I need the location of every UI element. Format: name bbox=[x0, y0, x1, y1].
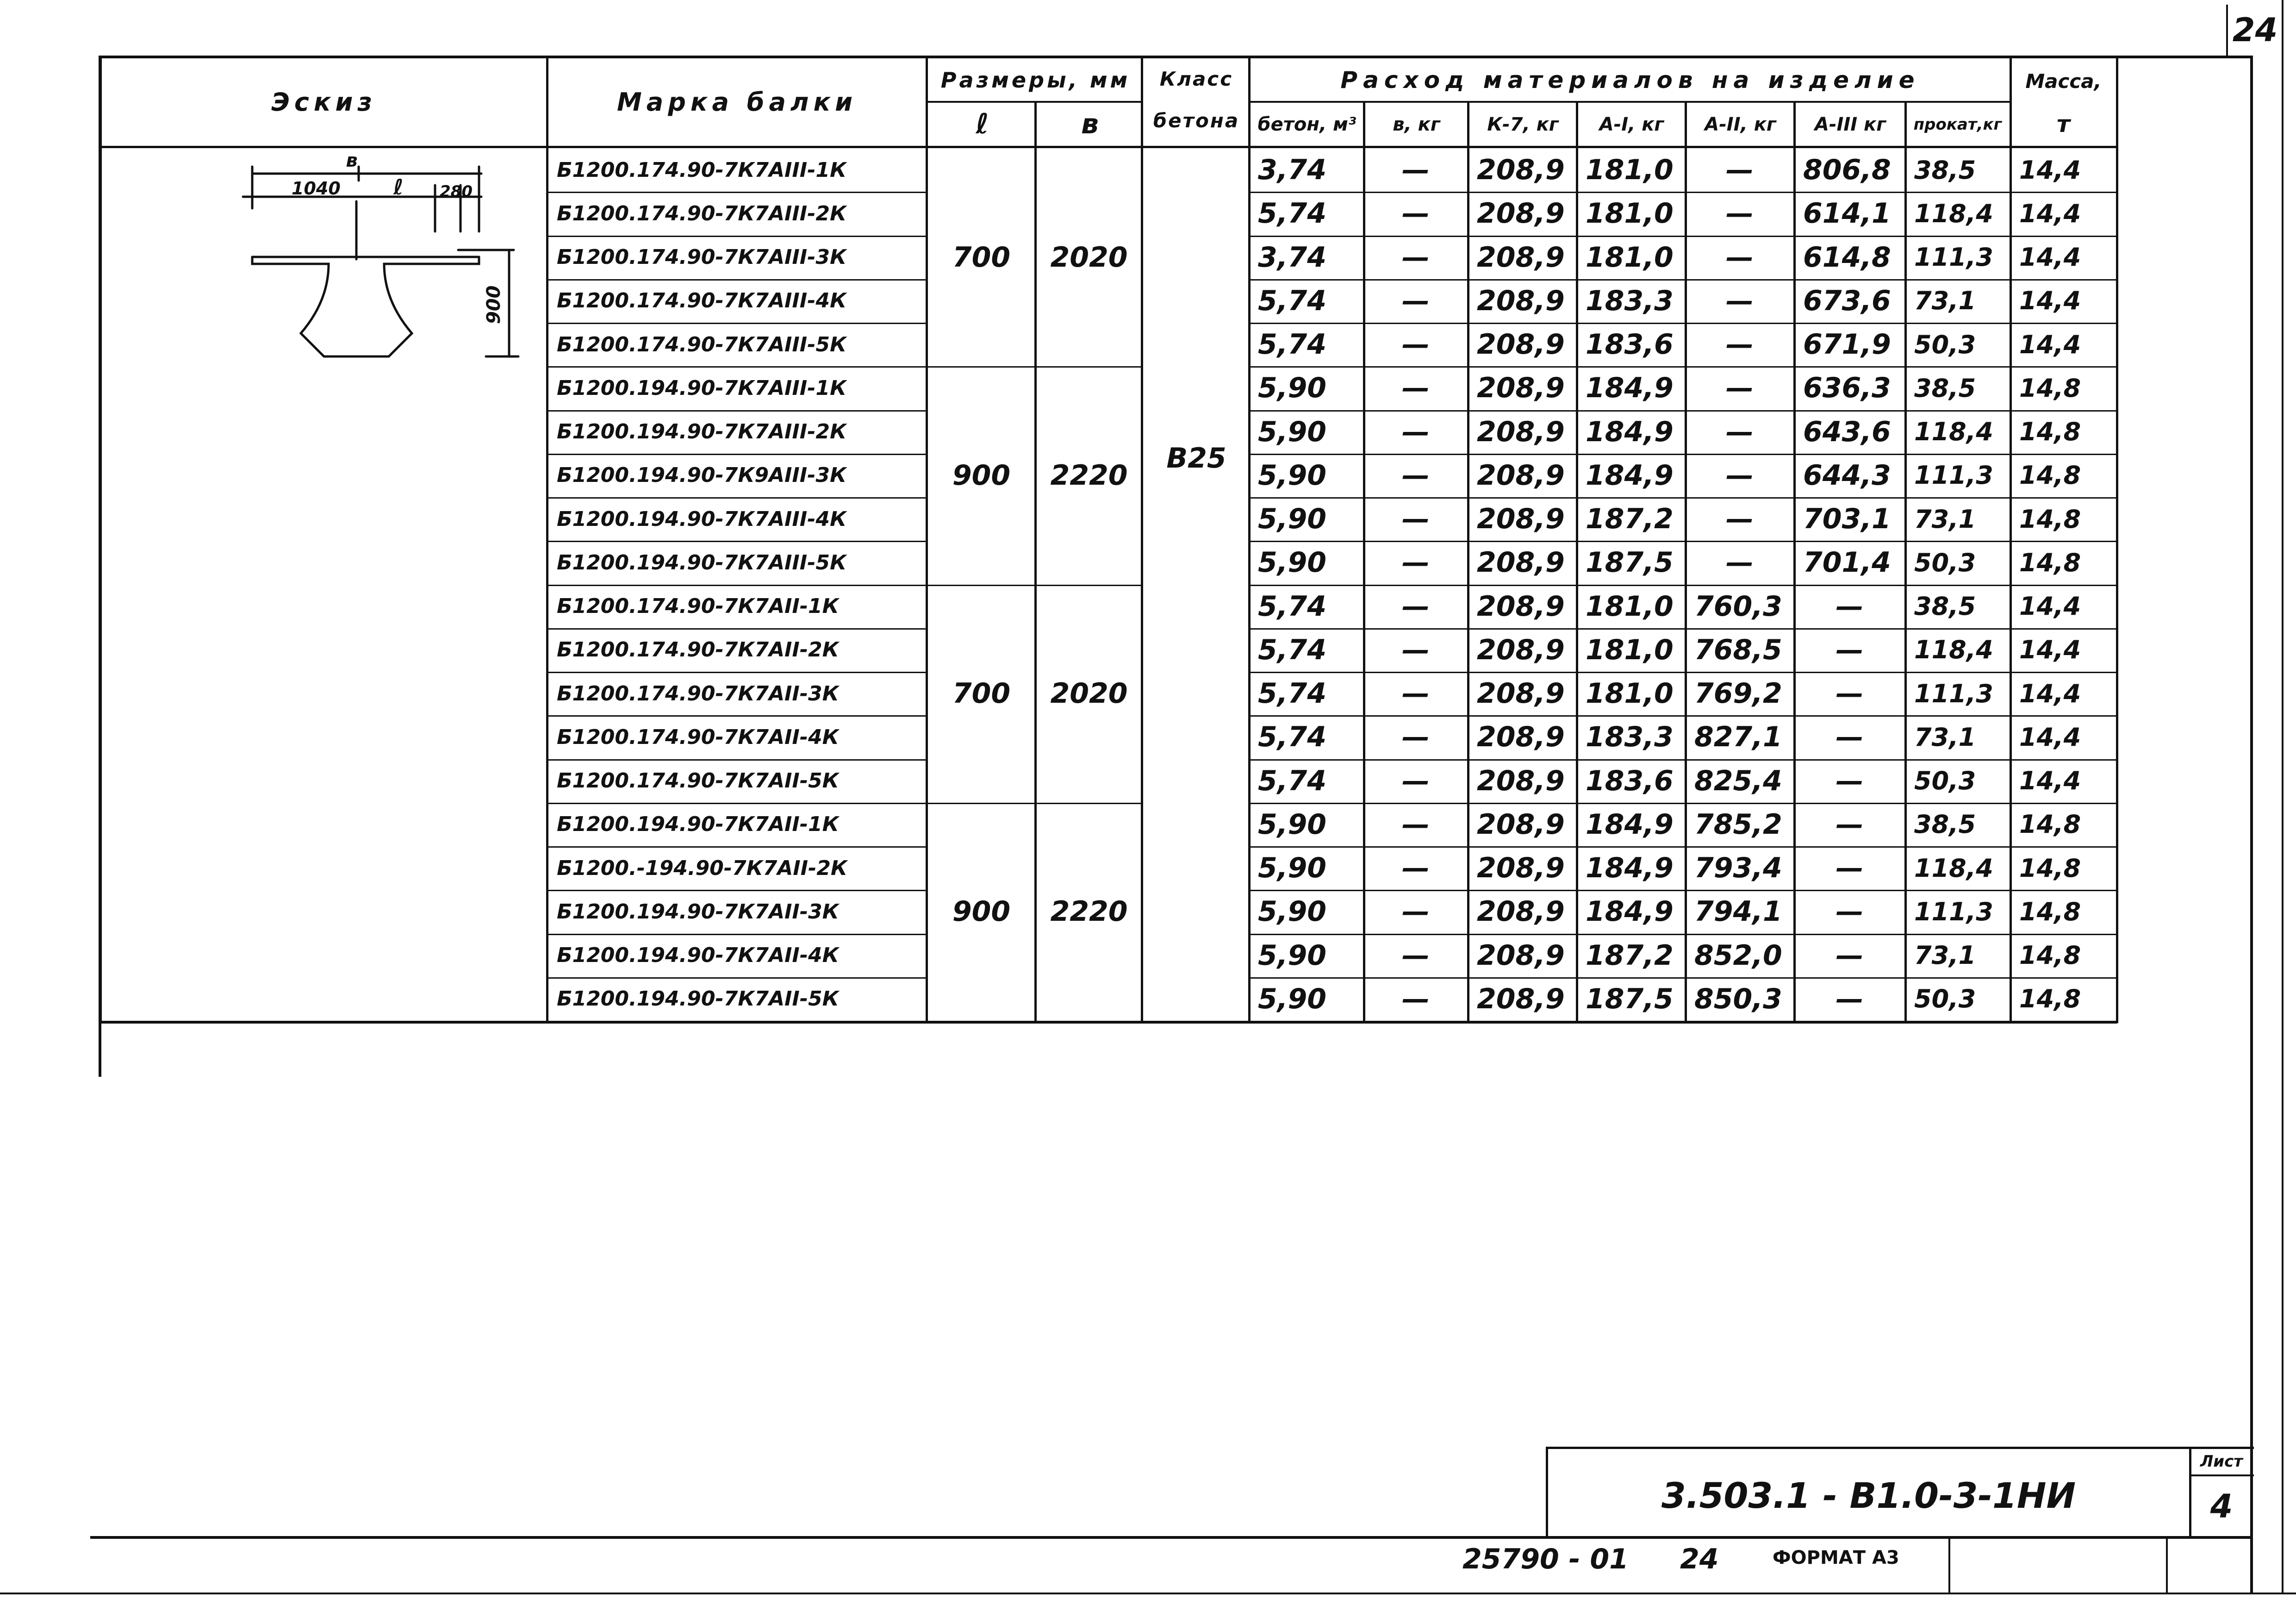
footer-page: 24 bbox=[1680, 1543, 1719, 1575]
value-cell: 184,9 bbox=[1586, 459, 1674, 492]
value-cell: 38,5 bbox=[1914, 592, 1976, 621]
value-cell: 111,3 bbox=[1914, 461, 1993, 490]
value-cell: 794,1 bbox=[1694, 895, 1782, 928]
value-cell: 38,5 bbox=[1914, 155, 1976, 185]
value-cell: — bbox=[1836, 939, 1864, 972]
value-cell: 181,0 bbox=[1586, 590, 1674, 623]
value-cell: — bbox=[1726, 415, 1754, 448]
value-cell: 208,9 bbox=[1477, 241, 1565, 274]
value-cell: 184,9 bbox=[1586, 808, 1674, 841]
sketch-label-280: 280 bbox=[440, 182, 473, 201]
table-left-line bbox=[100, 56, 102, 1023]
header-concrete-class-1: Класс bbox=[1159, 67, 1233, 90]
frame-right-line bbox=[2250, 56, 2253, 1593]
value-cell: 14,4 bbox=[2019, 199, 2081, 228]
value-cell: 50,3 bbox=[1914, 330, 1976, 359]
value-cell: 14,4 bbox=[2019, 243, 2081, 272]
value-cell: 5,74 bbox=[1258, 328, 1327, 361]
value-cell: 852,0 bbox=[1694, 939, 1782, 972]
value-cell: — bbox=[1402, 852, 1430, 885]
title-block-top-line bbox=[1546, 1447, 2254, 1449]
value-cell: 5,74 bbox=[1258, 590, 1327, 623]
value-cell: — bbox=[1402, 721, 1430, 754]
value-cell: 184,9 bbox=[1586, 852, 1674, 885]
value-cell: 208,9 bbox=[1477, 503, 1565, 536]
value-cell: 208,9 bbox=[1477, 372, 1565, 405]
value-cell: 614,1 bbox=[1803, 197, 1891, 230]
beam-mark: Б1200.194.90-7К7АIII-1К bbox=[557, 376, 846, 400]
value-cell: 14,4 bbox=[2019, 679, 2081, 708]
value-cell: 183,6 bbox=[1586, 764, 1674, 797]
value-cell: 5,90 bbox=[1258, 415, 1327, 448]
value-cell: 118,4 bbox=[1914, 853, 1993, 883]
value-cell: 208,9 bbox=[1477, 677, 1565, 710]
value-cell: 14,8 bbox=[2019, 810, 2081, 839]
subheader-6: прокат,кг bbox=[1913, 115, 2002, 134]
inventory-number: 25790 - 01 bbox=[1462, 1543, 1629, 1575]
beam-mark: Б1200.174.90-7К7АII-4К bbox=[557, 725, 839, 749]
value-cell: 208,9 bbox=[1477, 590, 1565, 623]
beam-mark: Б1200.194.90-7К7АII-1К bbox=[557, 812, 839, 837]
header-mark: Марка балки bbox=[617, 87, 857, 117]
value-cell: 187,5 bbox=[1586, 982, 1674, 1015]
header-sketch: Эскиз bbox=[271, 87, 377, 117]
value-cell: — bbox=[1726, 503, 1754, 536]
value-cell: 5,74 bbox=[1258, 677, 1327, 710]
value-cell: 14,8 bbox=[2019, 417, 2081, 447]
beam-mark: Б1200.174.90-7К7АIII-1К bbox=[557, 158, 846, 182]
beam-mark: Б1200.174.90-7К7АII-5К bbox=[557, 769, 839, 793]
value-cell: 208,9 bbox=[1477, 197, 1565, 230]
value-cell: — bbox=[1836, 633, 1864, 666]
beam-mark: Б1200.174.90-7К7АIII-2К bbox=[557, 201, 846, 225]
value-cell: 5,74 bbox=[1258, 764, 1327, 797]
sheet-number-box-left bbox=[2226, 5, 2228, 56]
value-cell: 208,9 bbox=[1477, 633, 1565, 666]
sheet-label: Лист bbox=[2200, 1452, 2243, 1471]
value-cell: — bbox=[1402, 808, 1430, 841]
value-cell: 50,3 bbox=[1914, 548, 1976, 577]
value-cell: — bbox=[1836, 895, 1864, 928]
value-cell: — bbox=[1402, 459, 1430, 492]
value-cell: 118,4 bbox=[1914, 635, 1993, 665]
footer-box-right bbox=[2166, 1538, 2168, 1593]
beam-sketch bbox=[199, 153, 532, 370]
value-cell: 643,6 bbox=[1803, 415, 1891, 448]
value-cell: 703,1 bbox=[1803, 503, 1891, 536]
value-cell: 181,0 bbox=[1586, 197, 1674, 230]
value-cell: 14,8 bbox=[2019, 461, 2081, 490]
value-cell: 636,3 bbox=[1803, 372, 1891, 405]
value-cell: — bbox=[1402, 197, 1430, 230]
value-cell: 3,74 bbox=[1258, 154, 1327, 187]
value-cell: 181,0 bbox=[1586, 241, 1674, 274]
value-cell: 5,90 bbox=[1258, 982, 1327, 1015]
group-dim-b: 2020 bbox=[1050, 241, 1128, 274]
value-cell: 806,8 bbox=[1803, 154, 1891, 187]
value-cell: — bbox=[1402, 372, 1430, 405]
concrete-class-value: В25 bbox=[1166, 442, 1226, 475]
value-cell: 14,4 bbox=[2019, 155, 2081, 185]
value-cell: 208,9 bbox=[1477, 895, 1565, 928]
beam-mark: Б1200.194.90-7К9АIII-3К bbox=[557, 463, 846, 487]
value-cell: 5,74 bbox=[1258, 197, 1327, 230]
subheader-0: бетон, м³ bbox=[1257, 113, 1356, 135]
beam-mark: Б1200.194.90-7К7АIII-5К bbox=[557, 550, 846, 575]
value-cell: — bbox=[1726, 328, 1754, 361]
frame-outer-right-line bbox=[2282, 0, 2284, 1593]
sketch-label-900: 900 bbox=[483, 285, 504, 324]
value-cell: 184,9 bbox=[1586, 415, 1674, 448]
value-cell: — bbox=[1402, 633, 1430, 666]
value-cell: 50,3 bbox=[1914, 766, 1976, 796]
value-cell: 5,74 bbox=[1258, 721, 1327, 754]
value-cell: 208,9 bbox=[1477, 808, 1565, 841]
header-concrete-class-2: бетона bbox=[1153, 109, 1240, 132]
beam-mark: Б1200.194.90-7К7АII-4К bbox=[557, 943, 839, 968]
sketch-label-1040: 1040 bbox=[292, 178, 341, 199]
value-cell: 5,90 bbox=[1258, 808, 1327, 841]
value-cell: 3,74 bbox=[1258, 241, 1327, 274]
group-dim-l: 900 bbox=[952, 459, 1011, 492]
beam-mark: Б1200.174.90-7К7АIII-4К bbox=[557, 289, 846, 313]
value-cell: — bbox=[1836, 852, 1864, 885]
beam-mark: Б1200.194.90-7К7АIII-4К bbox=[557, 507, 846, 531]
format-label: ФОРМАТ А3 bbox=[1773, 1547, 1899, 1568]
value-cell: 181,0 bbox=[1586, 154, 1674, 187]
value-cell: 14,4 bbox=[2019, 592, 2081, 621]
value-cell: 825,4 bbox=[1694, 764, 1782, 797]
value-cell: — bbox=[1836, 764, 1864, 797]
group-dim-b: 2020 bbox=[1050, 677, 1128, 710]
value-cell: — bbox=[1402, 241, 1430, 274]
value-cell: 208,9 bbox=[1477, 982, 1565, 1015]
value-cell: — bbox=[1402, 154, 1430, 187]
value-cell: 5,90 bbox=[1258, 459, 1327, 492]
value-cell: 187,2 bbox=[1586, 939, 1674, 972]
header-mass-2: т bbox=[2057, 110, 2070, 137]
value-cell: 5,90 bbox=[1258, 503, 1327, 536]
value-cell: 208,9 bbox=[1477, 939, 1565, 972]
value-cell: 38,5 bbox=[1914, 373, 1976, 403]
value-cell: — bbox=[1402, 677, 1430, 710]
group-dim-b: 2220 bbox=[1050, 459, 1128, 492]
value-cell: 14,4 bbox=[2019, 722, 2081, 752]
value-cell: 208,9 bbox=[1477, 459, 1565, 492]
beam-mark: Б1200.174.90-7К7АIII-3К bbox=[557, 245, 846, 269]
value-cell: — bbox=[1836, 721, 1864, 754]
title-block-sheet-label-line bbox=[2189, 1474, 2254, 1476]
group-dim-b: 2220 bbox=[1050, 895, 1128, 928]
value-cell: — bbox=[1836, 808, 1864, 841]
value-cell: 208,9 bbox=[1477, 284, 1565, 317]
value-cell: — bbox=[1402, 764, 1430, 797]
sketch-label-l: ℓ bbox=[393, 175, 404, 200]
header-consumption: Расход материалов на изделие bbox=[1340, 66, 1920, 94]
value-cell: 73,1 bbox=[1914, 722, 1976, 752]
value-cell: — bbox=[1402, 546, 1430, 579]
value-cell: — bbox=[1836, 590, 1864, 623]
value-cell: 671,9 bbox=[1803, 328, 1891, 361]
value-cell: — bbox=[1836, 677, 1864, 710]
value-cell: 208,9 bbox=[1477, 546, 1565, 579]
value-cell: 111,3 bbox=[1914, 243, 1993, 272]
value-cell: 183,3 bbox=[1586, 284, 1674, 317]
value-cell: 14,8 bbox=[2019, 373, 2081, 403]
value-cell: 785,2 bbox=[1694, 808, 1782, 841]
value-cell: 187,5 bbox=[1586, 546, 1674, 579]
value-cell: — bbox=[1726, 197, 1754, 230]
value-cell: 760,3 bbox=[1694, 590, 1782, 623]
value-cell: 181,0 bbox=[1586, 633, 1674, 666]
value-cell: 701,4 bbox=[1803, 546, 1891, 579]
value-cell: 5,90 bbox=[1258, 939, 1327, 972]
value-cell: 208,9 bbox=[1477, 852, 1565, 885]
designation: 3.503.1 - В1.0-3-1НИ bbox=[1661, 1474, 2076, 1516]
header-dim-b: в bbox=[1081, 107, 1099, 140]
value-cell: — bbox=[1726, 546, 1754, 579]
header-dim-l: ℓ bbox=[976, 107, 989, 140]
subheader-2: К-7, кг bbox=[1487, 113, 1559, 135]
value-cell: — bbox=[1726, 372, 1754, 405]
value-cell: 118,4 bbox=[1914, 199, 1993, 228]
header-mass-1: Масса, bbox=[2025, 69, 2102, 93]
subheader-4: А-II, кг bbox=[1705, 113, 1776, 135]
group-dim-l: 700 bbox=[952, 677, 1011, 710]
value-cell: 5,74 bbox=[1258, 633, 1327, 666]
table-right-line bbox=[2116, 56, 2118, 1023]
value-cell: 50,3 bbox=[1914, 984, 1976, 1014]
value-cell: 793,4 bbox=[1694, 852, 1782, 885]
value-cell: — bbox=[1402, 982, 1430, 1015]
value-cell: 208,9 bbox=[1477, 764, 1565, 797]
value-cell: 208,9 bbox=[1477, 721, 1565, 754]
value-cell: 208,9 bbox=[1477, 415, 1565, 448]
group-dim-l: 700 bbox=[952, 241, 1011, 274]
beam-mark: Б1200.174.90-7К7АII-2К bbox=[557, 638, 839, 662]
value-cell: 111,3 bbox=[1914, 679, 1993, 708]
value-cell: 614,8 bbox=[1803, 241, 1891, 274]
value-cell: 73,1 bbox=[1914, 504, 1976, 534]
value-cell: 14,4 bbox=[2019, 635, 2081, 665]
value-cell: — bbox=[1402, 503, 1430, 536]
header-dimensions: Размеры, мм bbox=[940, 67, 1131, 93]
value-cell: 827,1 bbox=[1694, 721, 1782, 754]
value-cell: — bbox=[1726, 154, 1754, 187]
sheet-bottom-line bbox=[0, 1593, 2296, 1594]
value-cell: — bbox=[1726, 459, 1754, 492]
value-cell: 183,3 bbox=[1586, 721, 1674, 754]
beam-mark: Б1200.174.90-7К7АIII-5К bbox=[557, 332, 846, 356]
value-cell: 184,9 bbox=[1586, 372, 1674, 405]
subheader-1: в, кг bbox=[1393, 113, 1440, 135]
value-cell: — bbox=[1726, 284, 1754, 317]
value-cell: 14,8 bbox=[2019, 897, 2081, 926]
value-cell: — bbox=[1402, 590, 1430, 623]
value-cell: 14,4 bbox=[2019, 286, 2081, 316]
beam-mark: Б1200.194.90-7К7АII-5К bbox=[557, 987, 839, 1011]
value-cell: 118,4 bbox=[1914, 417, 1993, 447]
value-cell: 208,9 bbox=[1477, 154, 1565, 187]
value-cell: 208,9 bbox=[1477, 328, 1565, 361]
value-cell: 5,90 bbox=[1258, 372, 1327, 405]
value-cell: 181,0 bbox=[1586, 677, 1674, 710]
beam-mark: Б1200.174.90-7К7АII-1К bbox=[557, 594, 839, 618]
value-cell: 38,5 bbox=[1914, 810, 1976, 839]
value-cell: 644,3 bbox=[1803, 459, 1891, 492]
value-cell: — bbox=[1726, 241, 1754, 274]
subheader-5: А-III кг bbox=[1814, 113, 1886, 135]
value-cell: 673,6 bbox=[1803, 284, 1891, 317]
beam-mark: Б1200.194.90-7К7АIII-2К bbox=[557, 420, 846, 444]
value-cell: 73,1 bbox=[1914, 941, 1976, 970]
value-cell: 850,3 bbox=[1694, 982, 1782, 1015]
value-cell: — bbox=[1836, 982, 1864, 1015]
value-cell: — bbox=[1402, 939, 1430, 972]
value-cell: — bbox=[1402, 415, 1430, 448]
value-cell: 14,4 bbox=[2019, 766, 2081, 796]
value-cell: 768,5 bbox=[1694, 633, 1782, 666]
value-cell: — bbox=[1402, 284, 1430, 317]
sheet-number: 4 bbox=[2210, 1487, 2233, 1525]
value-cell: 183,6 bbox=[1586, 328, 1674, 361]
subheader-3: А-I, кг bbox=[1599, 113, 1664, 135]
value-cell: — bbox=[1402, 328, 1430, 361]
value-cell: 184,9 bbox=[1586, 895, 1674, 928]
value-cell: 5,90 bbox=[1258, 852, 1327, 885]
value-cell: 73,1 bbox=[1914, 286, 1976, 316]
value-cell: 14,8 bbox=[2019, 853, 2081, 883]
value-cell: 14,8 bbox=[2019, 941, 2081, 970]
beam-mark: Б1200.-194.90-7К7АII-2К bbox=[557, 856, 847, 880]
table-bottom-line bbox=[100, 1021, 2117, 1024]
sheet-top-number: 24 bbox=[2232, 11, 2278, 49]
beam-mark: Б1200.194.90-7К7АII-3К bbox=[557, 899, 839, 924]
value-cell: 187,2 bbox=[1586, 503, 1674, 536]
value-cell: 14,8 bbox=[2019, 504, 2081, 534]
value-cell: 769,2 bbox=[1694, 677, 1782, 710]
value-cell: 14,4 bbox=[2019, 330, 2081, 359]
sketch-label-b: в bbox=[346, 153, 358, 171]
group-dim-l: 900 bbox=[952, 895, 1011, 928]
value-cell: 14,8 bbox=[2019, 548, 2081, 577]
beam-mark: Б1200.174.90-7К7АII-3К bbox=[557, 681, 839, 706]
value-cell: 5,74 bbox=[1258, 284, 1327, 317]
value-cell: 14,8 bbox=[2019, 984, 2081, 1014]
value-cell: — bbox=[1402, 895, 1430, 928]
footer-box-left bbox=[1948, 1538, 1950, 1593]
value-cell: 5,90 bbox=[1258, 546, 1327, 579]
value-cell: 5,90 bbox=[1258, 895, 1327, 928]
value-cell: 111,3 bbox=[1914, 897, 1993, 926]
